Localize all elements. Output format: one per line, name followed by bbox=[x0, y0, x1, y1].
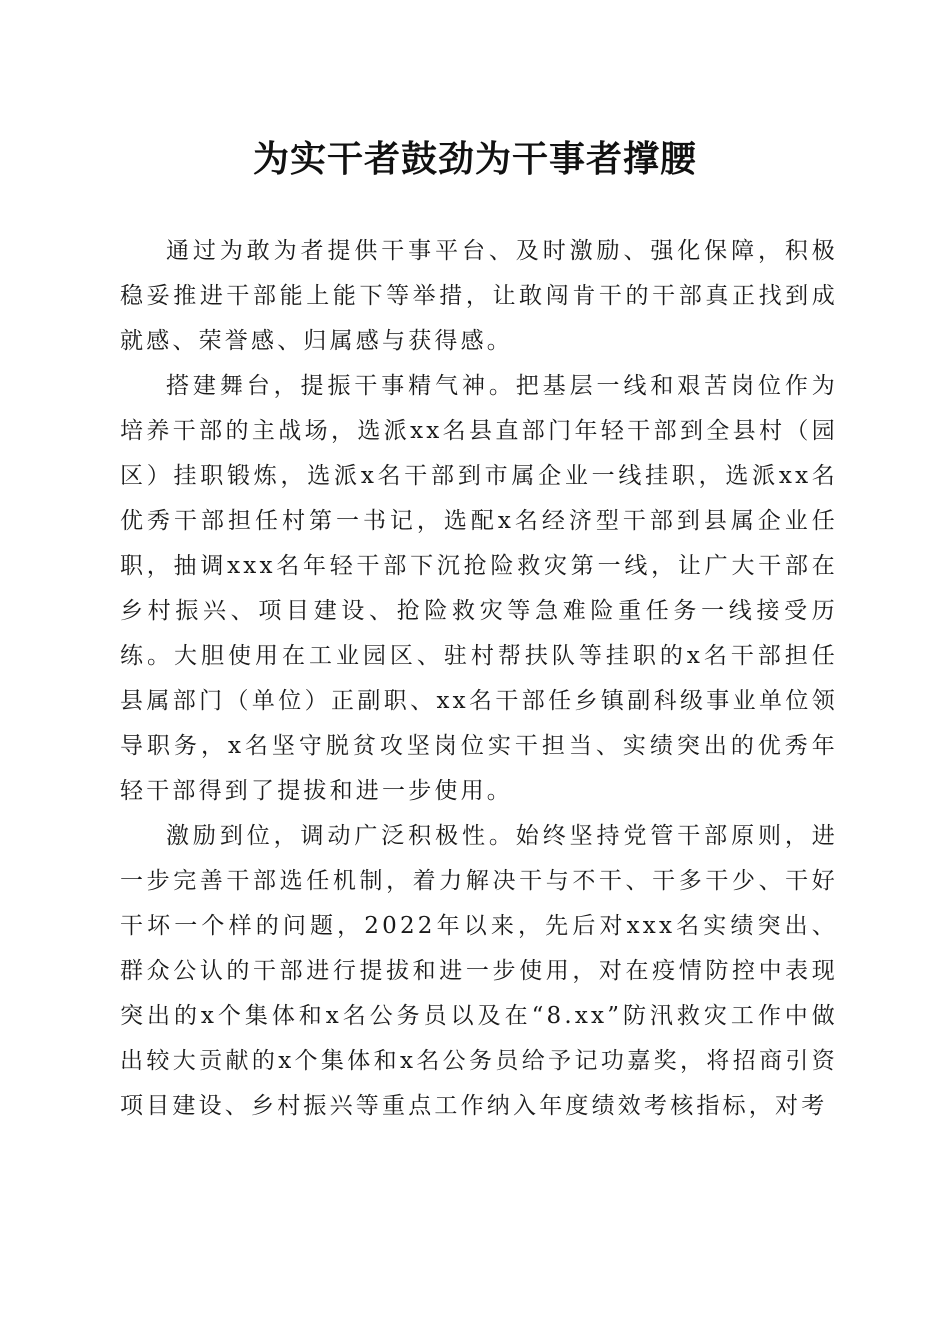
document-title: 为实干者鼓劲为干事者撑腰 bbox=[252, 138, 697, 180]
paragraph-intro: 通过为敢为者提供干事平台、及时激励、强化保障，积极稳妥推进干部能上能下等举措，让敢闯肯干的干部真正找到成就感、荣誉感、归属感与获得感。 bbox=[120, 238, 838, 354]
paragraph-incentive: 激励到位，调动广泛积极性。始终坚持党管干部原则，进一步完善干部选任机制，着力解决干与不干、干多干少、干好干坏一个样的问题，2022年以来，先后对xxx名实绩突出、群众公认的干部进行提拔和进一步使用，对在疫情防控中表现突出的x个集体和x名公务员以及在“8.xx”防汛救灾工作中做出较大贡献的x个集体和x名公务员给予记功嘉奖，将招商引资项目建设、乡村振兴等重点工作纳入年度绩效考核指标，对考 bbox=[120, 823, 838, 1119]
document-body bbox=[120, 229, 838, 1129]
paragraph-stage: 搭建舞台，提振干事精气神。把基层一线和艰苦岗位作为培养干部的主战场，选派xx名县直部门年轻干部到全县村（园区）挂职锻炼，选派x名干部到市属企业一线挂职，选派xx名优秀干部担任村第一书记，选配x名经济型干部到县属企业任职，抽调xxx名年轻干部下沉抢险救灾第一线，让广大干部在乡村振兴、项目建设、抢险救灾等急难险重任务一线接受历练。大胆使用在工业园区、驻村帮扶队等挂职的x名干部担任县属部门（单位）正副职、xx名干部任乡镇副科级事业单位领导职务，x名坚守脱贫攻坚岗位实干担当、实绩突出的优秀年轻干部得到了提拔和进一步使用。 bbox=[120, 373, 838, 804]
